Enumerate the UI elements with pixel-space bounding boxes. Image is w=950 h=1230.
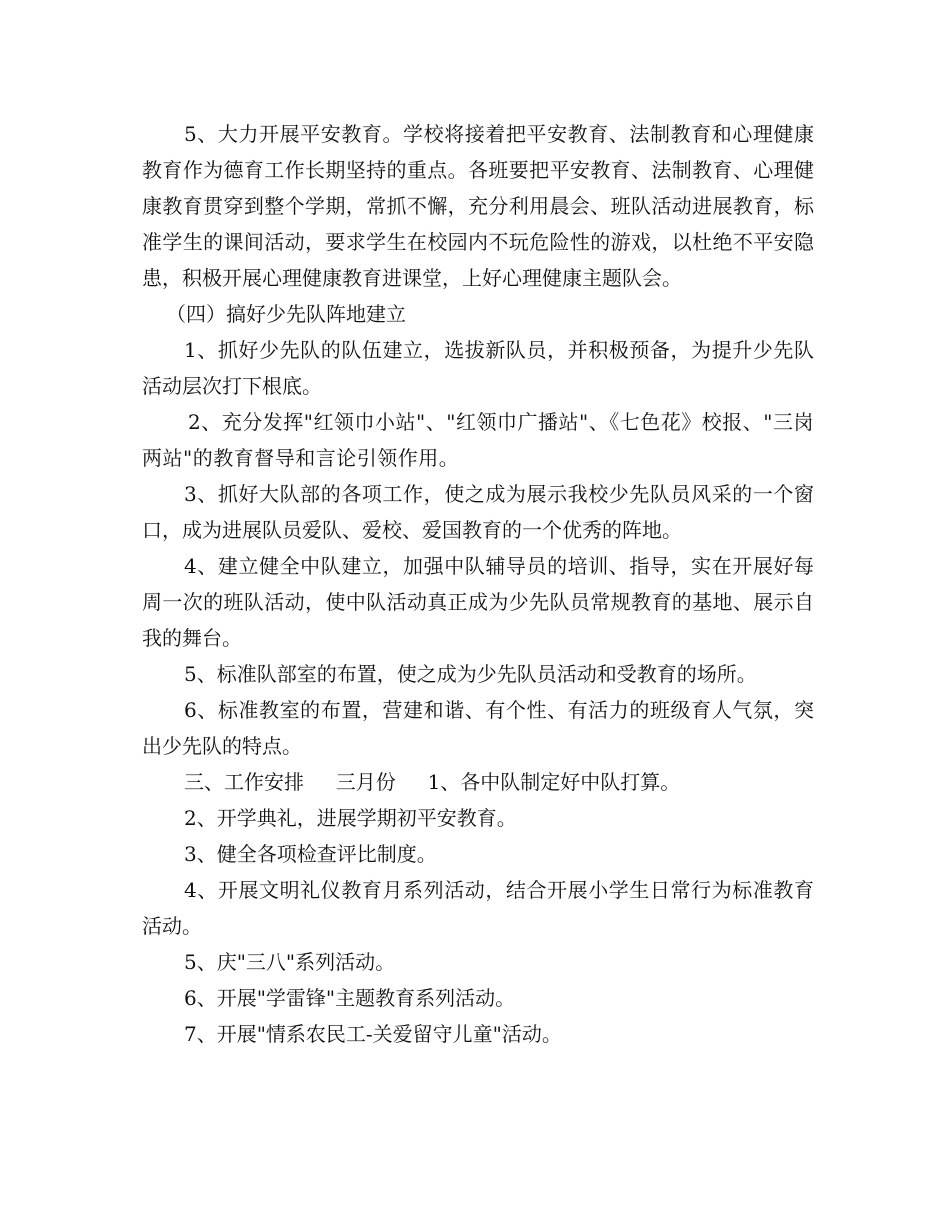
paragraph-item-3: 3、抓好大队部的各项工作，使之成为展示我校少先队员风采的一个窗口，成为进展队员爱队、爱校、爱国教育的一个优秀的阵地。 bbox=[142, 482, 814, 542]
paragraph-item-4: 4、建立健全中队建立，加强中队辅导员的培训、指导，实在开展好每周一次的班队活动，使中队活动真正成为少先队员常规教育的基地、展示自我的舞台。 bbox=[142, 554, 814, 650]
schedule-item-5: 5、庆"三八"系列活动。 bbox=[184, 950, 396, 974]
schedule-item-6: 6、开展"学雷锋"主题教育系列活动。 bbox=[184, 986, 516, 1010]
schedule-item-7: 7、开展"情系农民工-关爱留守儿童"活动。 bbox=[184, 1022, 562, 1046]
paragraph-item-6: 6、标准教室的布置，营建和谐、有个性、有活力的班级育人气氛，突出少先队的特点。 bbox=[142, 698, 814, 758]
schedule-item-3: 3、健全各项检查评比制度。 bbox=[184, 842, 437, 866]
schedule-item-4: 4、开展文明礼仪教育月系列活动，结合开展小学生日常行为标准教育活动。 bbox=[142, 878, 814, 938]
schedule-item-2: 2、开学典礼，进展学期初平安教育。 bbox=[184, 806, 517, 830]
paragraph-safety-education: 5、大力开展平安教育。学校将接着把平安教育、法制教育和心理健康教育作为德育工作长期坚持的重点。各班要把平安教育、法制教育、心理健康教育贯穿到整个学期，常抓不懈，充分利用晨会、班队活动进展教育，标准学生的课间活动，要求学生在校园内不玩危险性的游戏，以杜绝不平安隐患，积极开展心理健康教育进课堂，上好心理健康主题队会。 bbox=[142, 122, 814, 290]
schedule-heading-march: 三、工作安排 三月份 1、各中队制定好中队打算。 bbox=[184, 770, 681, 794]
paragraph-item-1: 1、抓好少先队的队伍建立，选拔新队员，并积极预备，为提升少先队活动层次打下根底。 bbox=[142, 338, 814, 398]
section-heading-pioneer-base: （四）搞好少先队阵地建立 bbox=[166, 302, 406, 326]
paragraph-item-5: 5、标准队部室的布置，使之成为少先队员活动和受教育的场所。 bbox=[184, 662, 757, 686]
paragraph-item-2: 2、充分发挥"红领巾小站"、"红领巾广播站"、《七色花》校报、"三岗两站"的教育督导和言论引领作用。 bbox=[142, 410, 814, 470]
document-body bbox=[142, 116, 814, 1052]
